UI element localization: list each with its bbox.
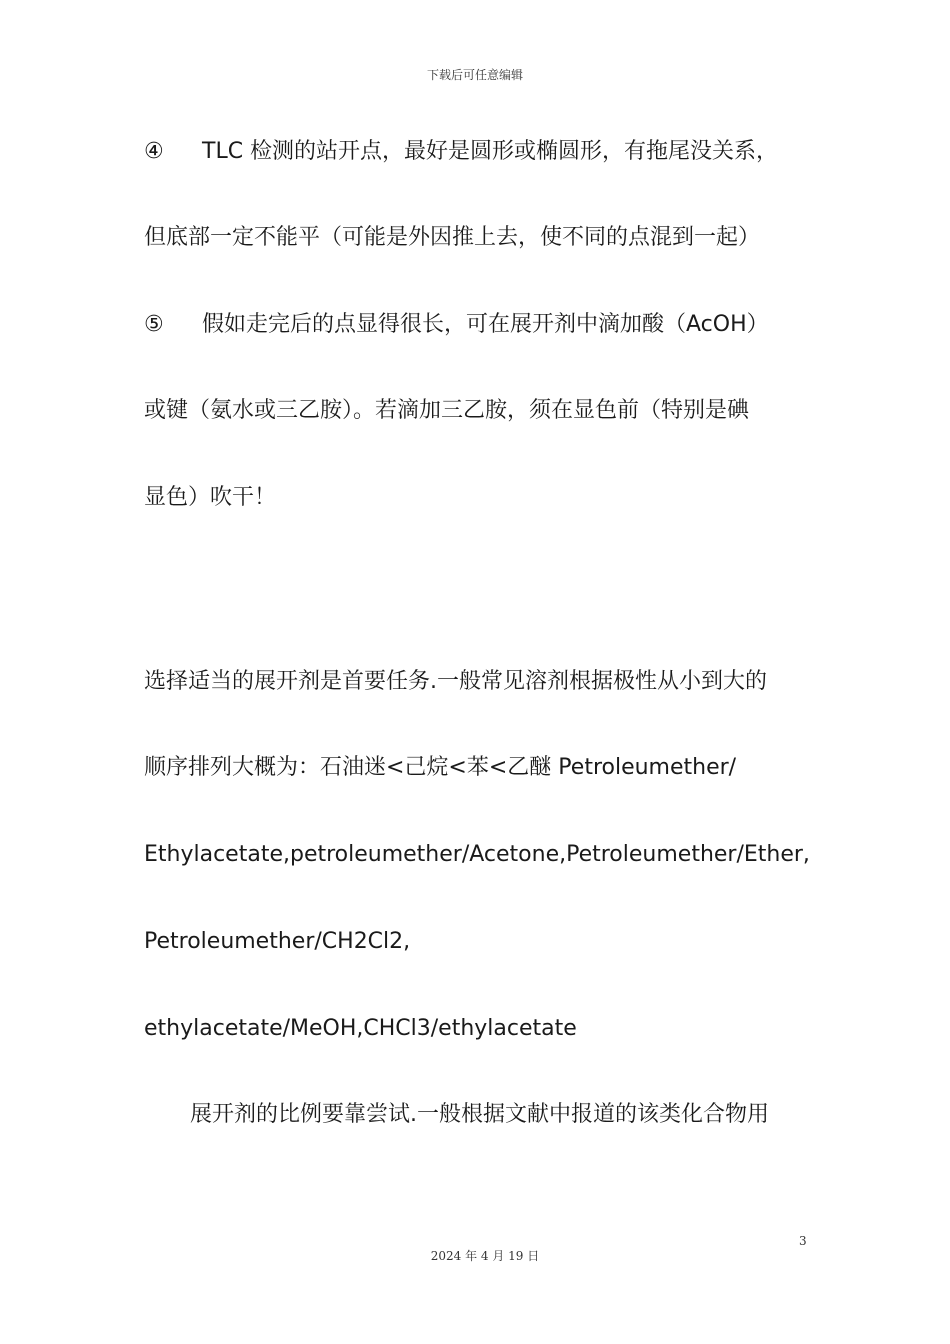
item-4-marker: ④: [144, 139, 164, 164]
item-5-line-3: 显色）吹干！: [144, 485, 277, 510]
paragraph-line-1: 选择适当的展开剂是首要任务.一般常见溶剂根据极性从小到大的: [144, 669, 767, 694]
page-header: 下载后可任意编辑: [426, 68, 523, 82]
paragraph-line-4: Petroleumether/CH2Cl2,: [144, 929, 411, 954]
item-4-line-1: [144, 137, 778, 167]
paragraph-line-2: 顺序排列大概为：石油迷<己烷<苯<乙醚 Petroleumether/: [144, 755, 737, 780]
page-number: 3: [799, 1234, 807, 1248]
paragraph-line-3: Ethylacetate,petroleumether/Acetone,Petroleumether/Ether,: [144, 842, 810, 867]
item-4-line-2: 但底部一定不能平（可能是外因推上去，使不同的点混到一起）: [144, 225, 761, 250]
item-5-text-1: 假如走完后的点显得很长，可在展开剂中滴加酸（AcOH）: [202, 312, 769, 337]
paragraph-line-5: ethylacetate/MeOH,CHCl3/ethylacetate: [144, 1016, 577, 1041]
item-5-marker: ⑤: [144, 312, 164, 337]
item-4-text-1: TLC 检测的站开点，最好是圆形或椭圆形，有拖尾没关系，: [202, 139, 779, 164]
item-5-line-1: [144, 310, 769, 340]
paragraph-2-line-1: 展开剂的比例要靠尝试.一般根据文献中报道的该类化合物用: [190, 1102, 769, 1127]
item-5-line-2: 或键（氨水或三乙胺）。若滴加三乙胺，须在显色前（特别是碘: [144, 398, 750, 423]
footer-date: 2024 年 4 月 19 日: [430, 1249, 540, 1263]
